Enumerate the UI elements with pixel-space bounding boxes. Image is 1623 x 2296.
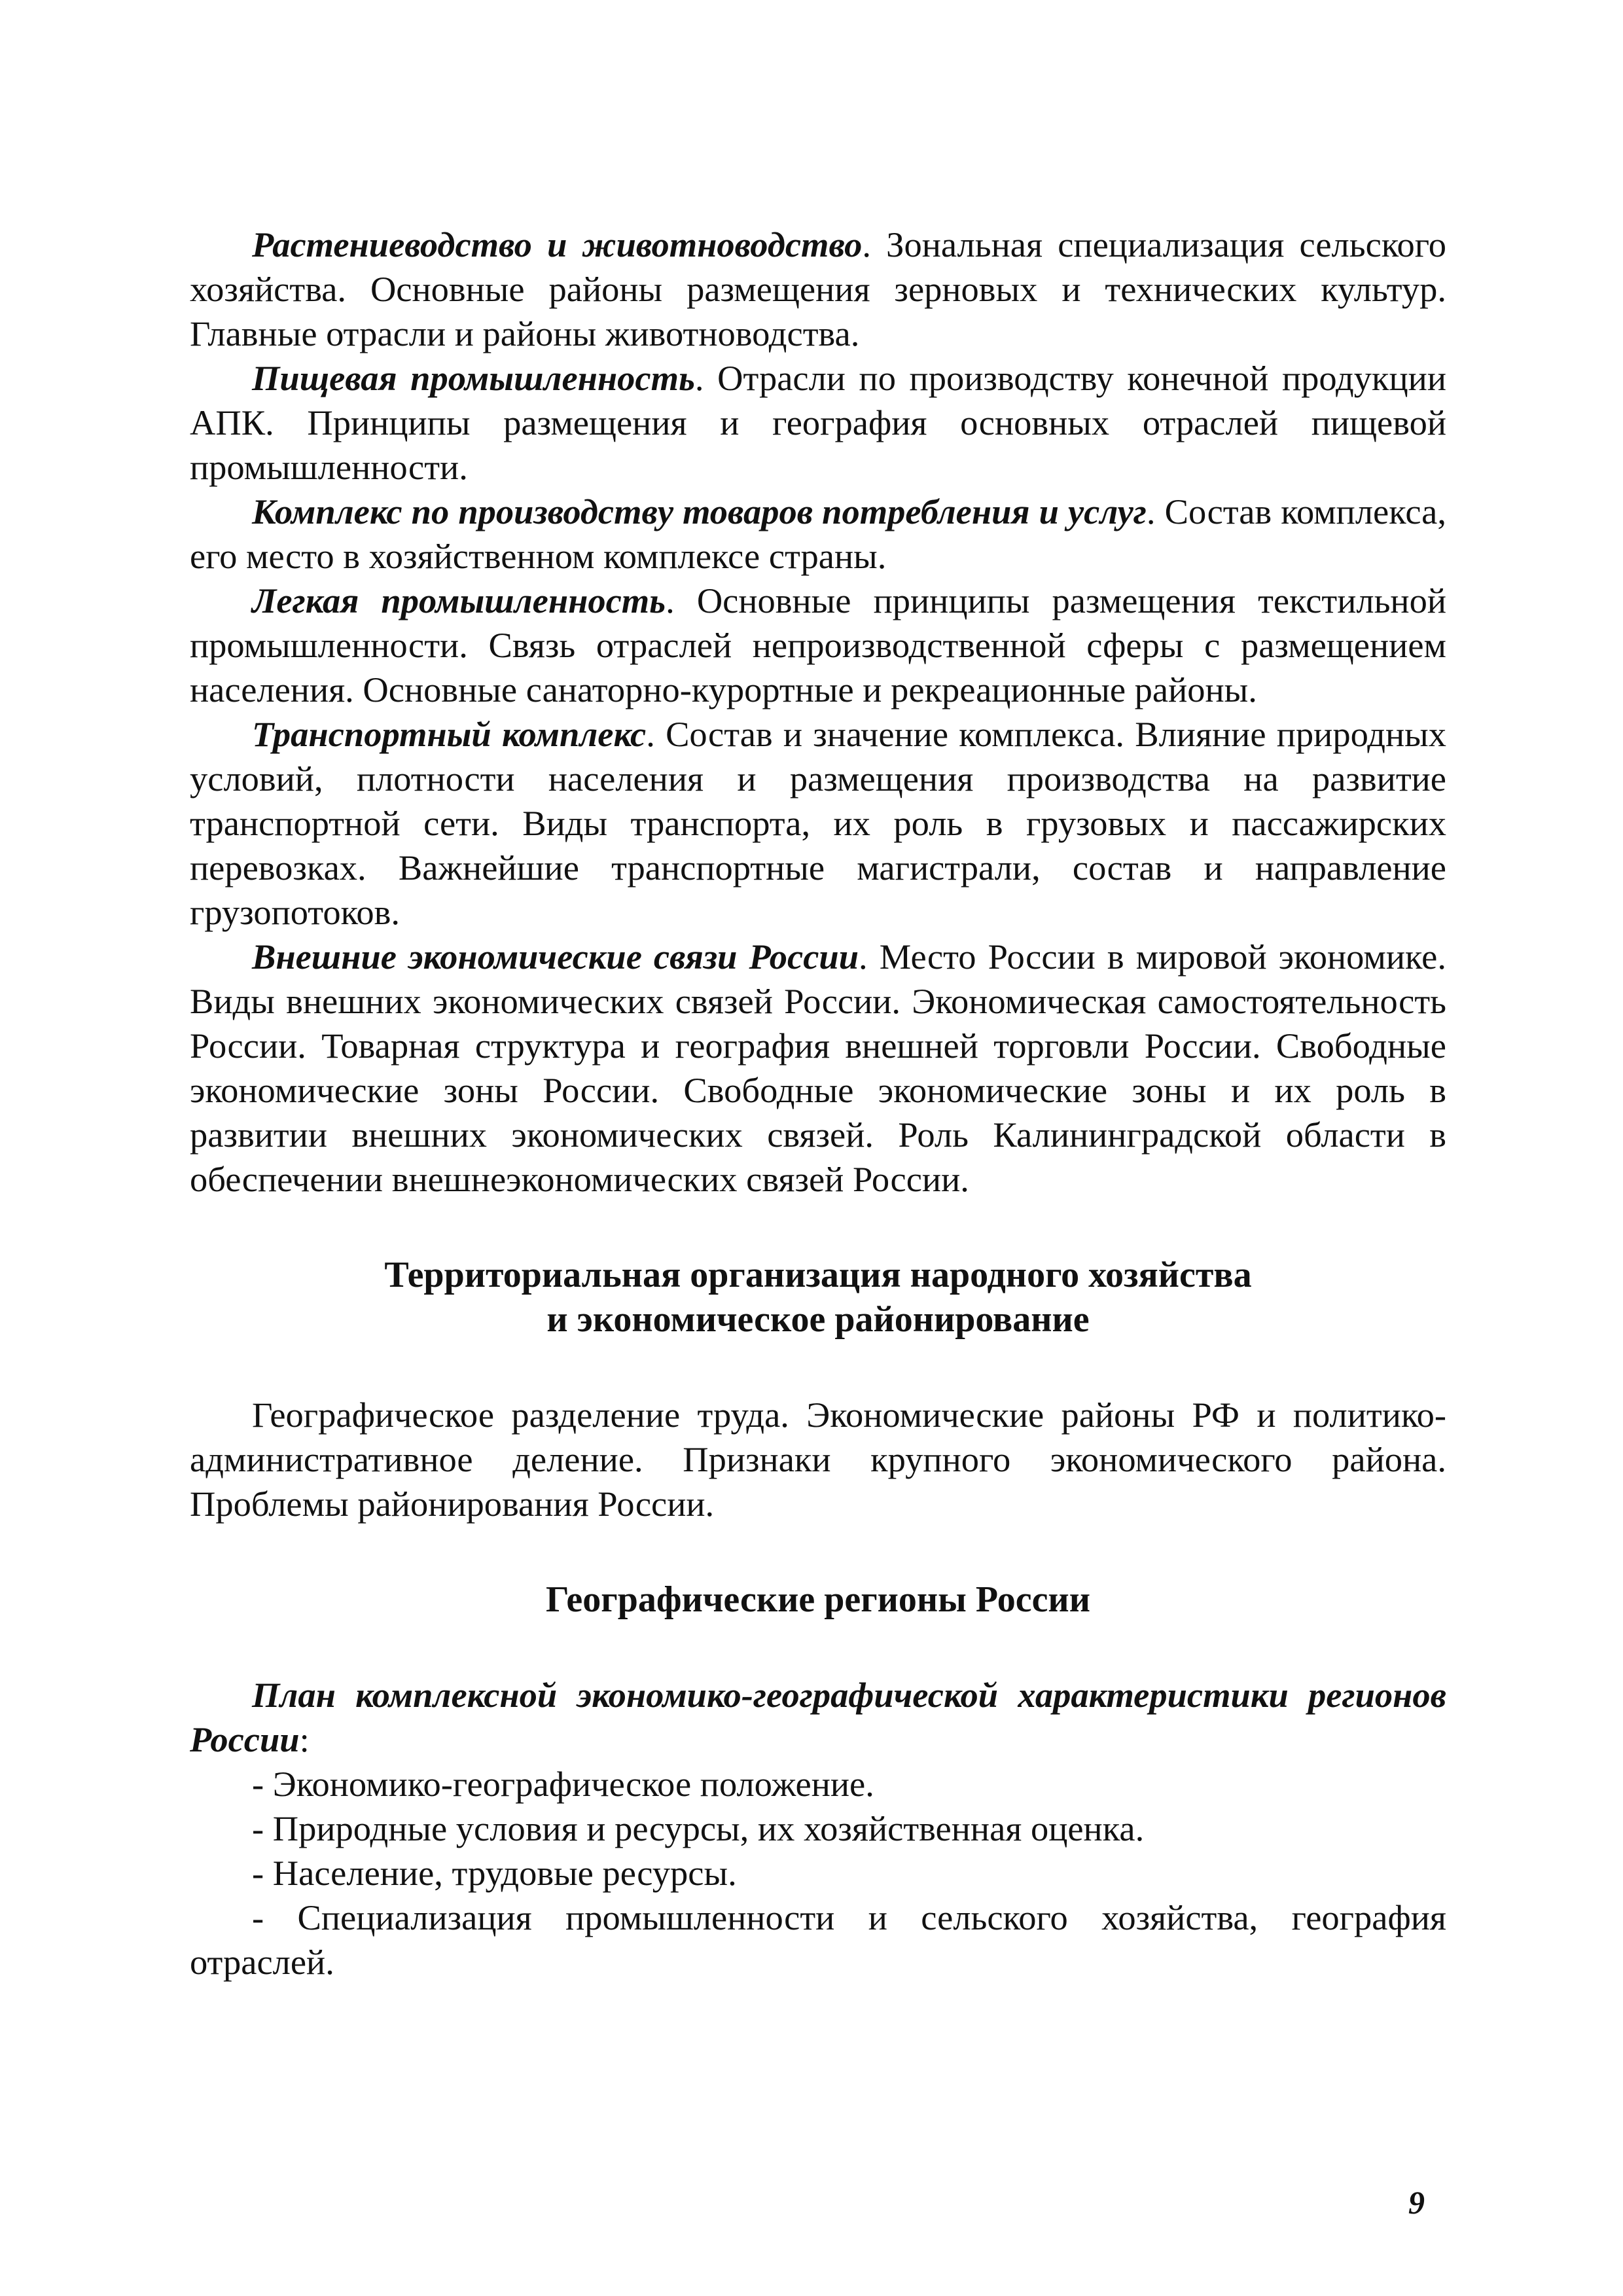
paragraph-lead: Пищевая промышленность xyxy=(252,358,695,398)
paragraph-lead: Легкая промышленность xyxy=(252,581,666,620)
paragraph-division-of-labor xyxy=(190,1393,1446,1526)
list-item: - Население, трудовые ресурсы. xyxy=(252,1853,737,1893)
paragraph-text: . Место России в мировой экономике. Виды внешних экономических связей России. Экономическая самостоятельность России. Товарная структура и география внешней торговли России. Свободные экономические зоны России. Свободные экономические зоны и их роль в развитии внешних экономических связей. Роль Калининградской области в обеспечении внешнеэкономических связей России. xyxy=(190,937,1446,1199)
paragraph-text: . Основные принципы размещения текстильной промышленности. Связь отраслей непроизводственной сферы с размещением населения. Основные санаторно-курортные и рекреационные районы. xyxy=(190,581,1447,709)
page-number: 9 xyxy=(1408,2184,1425,2221)
paragraph-lead: Комплекс по производству товаров потребления и услуг xyxy=(252,492,1147,531)
heading-line: Географические регионы России xyxy=(546,1579,1090,1620)
list-item: - Природные условия и ресурсы, их хозяйственная оценка. xyxy=(252,1808,1145,1848)
paragraph-lead: Внешние экономические связи России xyxy=(252,937,859,977)
section-heading-regions xyxy=(190,1577,1446,1622)
paragraph-external-relations xyxy=(190,935,1446,1202)
paragraph-crop-livestock xyxy=(190,223,1446,356)
list-item: - Специализация промышленности и сельского хозяйства, география отраслей. xyxy=(190,1897,1446,1982)
paragraph-text: . Зональная специализация сельского хозяйства. Основные районы размещения зерновых и технических культур. Главные отрасли и районы животноводства. xyxy=(190,224,1446,353)
paragraph-colon: : xyxy=(299,1719,310,1759)
paragraph-plan-intro xyxy=(190,1673,1446,1762)
paragraph-lead: Транспортный комплекс xyxy=(252,714,647,754)
paragraph-text: . Отрасли по производству конечной продукции АПК. Принципы размещения и география основных отраслей пищевой промышленности. xyxy=(190,358,1446,487)
paragraph-lead: План комплексной экономико-географической характеристики регионов России xyxy=(190,1675,1446,1759)
paragraph-food-industry xyxy=(190,356,1446,490)
paragraph-transport xyxy=(190,712,1446,935)
paragraph-text: . Состав комплекса, его место в хозяйственном комплексе страны. xyxy=(190,492,1446,576)
paragraph-light-industry xyxy=(190,579,1446,712)
paragraph-text: . Состав и значение комплекса. Влияние природных условий, плотности населения и размещения производства на развитие транспортной сети. Виды транспорта, их роль в грузовых и пассажирских перевозках. Важнейшие транспортные магистрали, состав и направление грузопотоков. xyxy=(190,714,1447,932)
paragraph-consumer-goods xyxy=(190,490,1446,579)
list-item: - Экономико-географическое положение. xyxy=(252,1764,874,1804)
document-page xyxy=(190,223,1446,1984)
heading-line: и экономическое районирование xyxy=(546,1299,1090,1340)
paragraph-text: Географическое разделение труда. Экономические районы РФ и политико-административное деление. Признаки крупного экономического района. Проблемы районирования России. xyxy=(190,1395,1446,1524)
heading-line: Территориальная организация народного хозяйства xyxy=(384,1255,1252,1295)
section-heading-territorial xyxy=(190,1253,1446,1342)
paragraph-lead: Растениеводство и животноводство xyxy=(252,224,863,264)
